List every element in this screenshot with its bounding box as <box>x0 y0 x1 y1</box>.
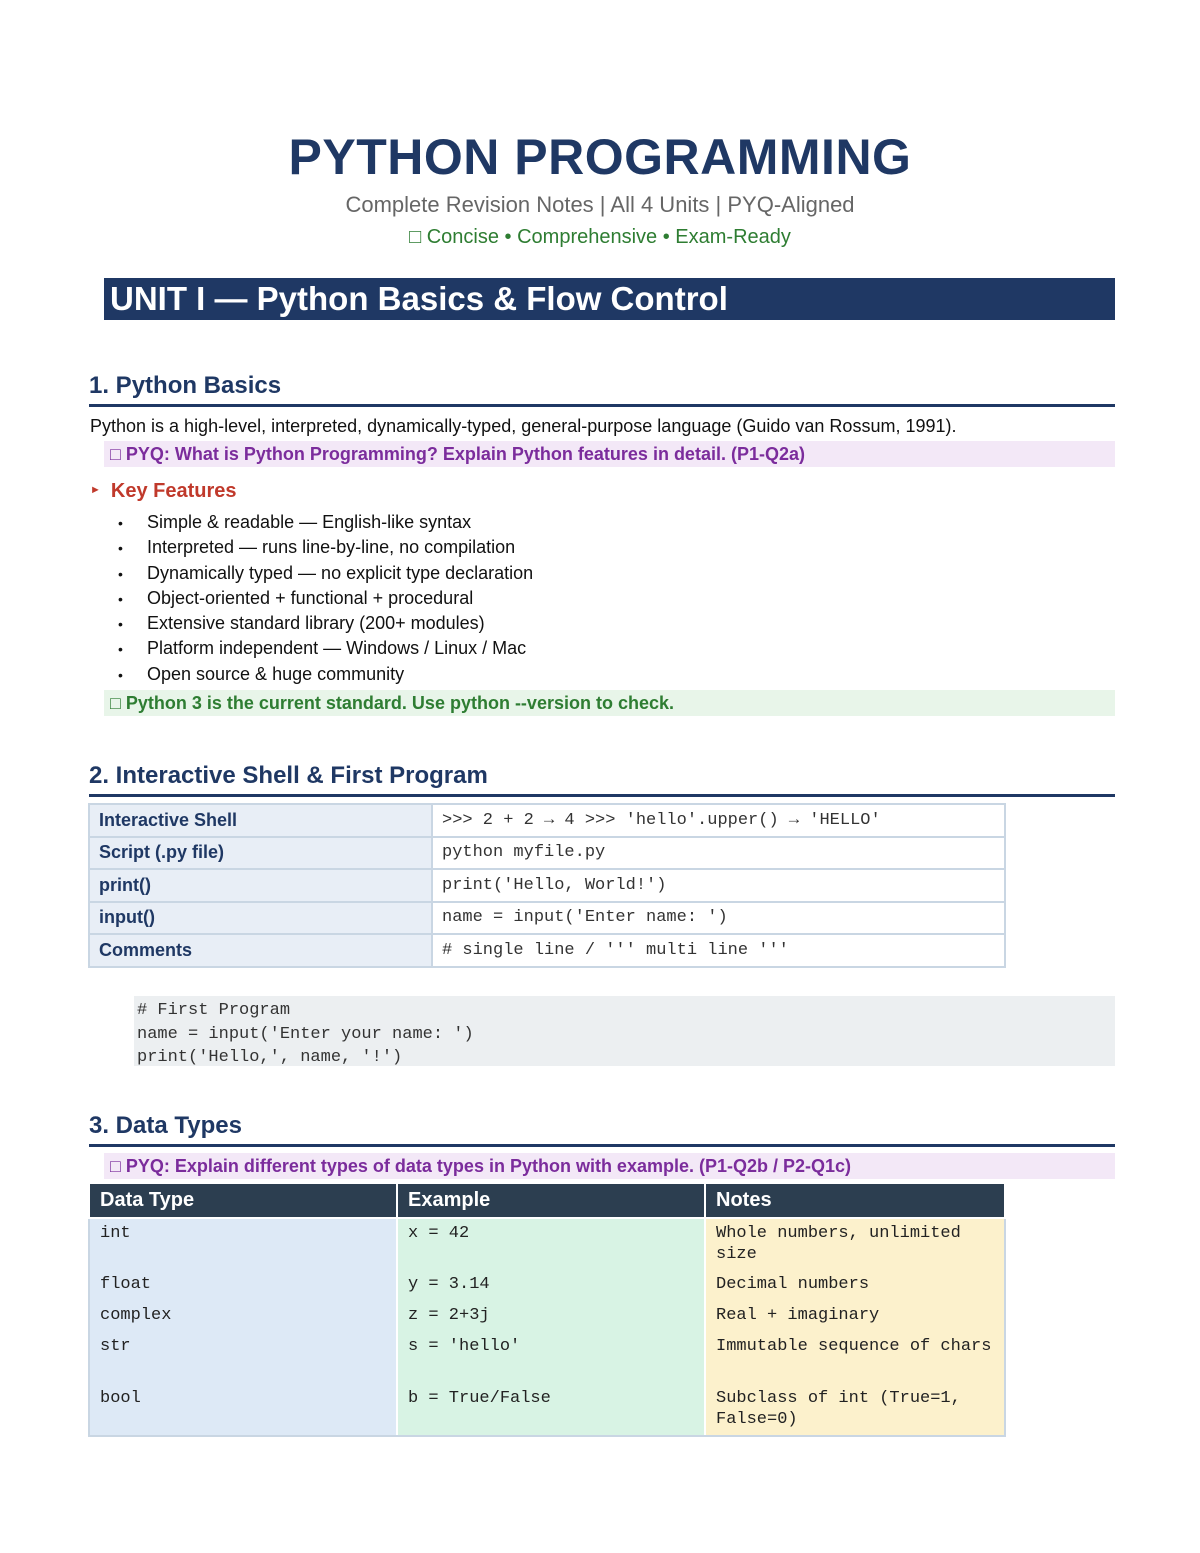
bullet-icon: • <box>118 616 123 633</box>
column-header: Example <box>397 1183 705 1218</box>
type-cell: complex <box>89 1301 397 1332</box>
table-value-cell: # single line / ''' multi line ''' <box>432 934 1005 967</box>
table-row <box>89 902 1005 935</box>
notes-cell: Subclass of int (True=1, False=0) <box>705 1384 1005 1436</box>
table-row <box>89 1384 1005 1436</box>
column-header: Notes <box>705 1183 1005 1218</box>
table-key-cell: Comments <box>89 934 432 967</box>
data-types-table <box>88 1182 1006 1437</box>
list-item: • Dynamically typed — no explicit type declaration <box>118 561 533 586</box>
type-cell: int <box>89 1218 397 1270</box>
table-key-cell: print() <box>89 869 432 902</box>
column-header: Data Type <box>89 1183 397 1218</box>
example-cell: y = 3.14 <box>397 1270 705 1301</box>
table-row <box>89 934 1005 967</box>
pyq-callout: □ PYQ: What is Python Programming? Explain Python features in detail. (P1-Q2a) <box>104 441 1115 467</box>
table-value-cell: >>> 2 + 2 → 4 >>> 'hello'.upper() → 'HELLO' <box>432 804 1005 837</box>
list-item: • Open source & huge community <box>118 662 533 687</box>
table-row <box>89 1301 1005 1332</box>
notes-cell: Whole numbers, unlimited size <box>705 1218 1005 1270</box>
example-cell: b = True/False <box>397 1384 705 1436</box>
table-key-cell: Script (.py file) <box>89 837 432 870</box>
bullet-icon: • <box>118 666 123 683</box>
pyq-callout: □ PYQ: Explain different types of data types in Python with example. (P1-Q2b / P2-Q1c) <box>104 1153 1115 1179</box>
shell-reference-table <box>88 803 1006 968</box>
table-row <box>89 1218 1005 1270</box>
list-item: • Object-oriented + functional + procedural <box>118 586 533 611</box>
bullet-icon: • <box>118 641 123 658</box>
table-row <box>89 837 1005 870</box>
key-features-label: Key Features <box>110 480 237 502</box>
document-subtitle: Complete Revision Notes | All 4 Units | PYQ-Aligned <box>345 192 855 217</box>
example-cell: x = 42 <box>397 1218 705 1270</box>
list-item: • Extensive standard library (200+ modules) <box>118 611 533 636</box>
example-cell: z = 2+3j <box>397 1301 705 1332</box>
bullet-icon: • <box>118 540 123 557</box>
list-item: • Platform independent — Windows / Linux / Mac <box>118 636 533 661</box>
notes-cell: Decimal numbers <box>705 1270 1005 1301</box>
list-item: • Interpreted — runs line-by-line, no compilation <box>118 535 533 560</box>
table-key-cell: Interactive Shell <box>89 804 432 837</box>
bullet-icon: • <box>118 565 123 582</box>
type-cell: bool <box>89 1384 397 1436</box>
table-row <box>89 1270 1005 1301</box>
section-heading-python-basics: 1. Python Basics <box>89 372 1115 407</box>
bullet-icon: • <box>118 515 123 531</box>
section-intro-text: Python is a high-level, interpreted, dynamically-typed, general-purpose language (Guido van Rossum, 1991). <box>90 416 957 436</box>
table-row <box>89 869 1005 902</box>
table-value-cell: name = input('Enter name: ') <box>432 902 1005 935</box>
notes-cell: Immutable sequence of chars <box>705 1332 1005 1384</box>
key-features-heading <box>90 480 237 503</box>
notes-cell: Real + imaginary <box>705 1301 1005 1332</box>
feature-list <box>118 510 533 687</box>
section-heading-interactive-shell: 2. Interactive Shell & First Program <box>89 762 1115 797</box>
list-item: • Simple & readable — English-like syntax <box>118 510 533 535</box>
section-heading-data-types: 3. Data Types <box>89 1112 1115 1147</box>
table-header-row <box>89 1183 1005 1218</box>
document-title: PYTHON PROGRAMMING <box>288 129 912 185</box>
code-block-first-program: # First Program name = input('Enter your name: ') print('Hello,', name, '!') <box>134 996 1115 1066</box>
tip-callout: □ Python 3 is the current standard. Use python --version to check. <box>104 690 1115 716</box>
table-row <box>89 1332 1005 1384</box>
type-cell: float <box>89 1270 397 1301</box>
document-tagline: □ Concise • Comprehensive • Exam-Ready <box>409 226 791 248</box>
table-value-cell: print('Hello, World!') <box>432 869 1005 902</box>
example-cell: s = 'hello' <box>397 1332 705 1384</box>
table-key-cell: input() <box>89 902 432 935</box>
triangle-bullet-icon: ► <box>90 483 101 496</box>
unit-banner: UNIT I — Python Basics & Flow Control <box>104 278 1115 320</box>
table-value-cell: python myfile.py <box>432 837 1005 870</box>
type-cell: str <box>89 1332 397 1384</box>
bullet-icon: • <box>118 590 123 607</box>
table-row <box>89 804 1005 837</box>
